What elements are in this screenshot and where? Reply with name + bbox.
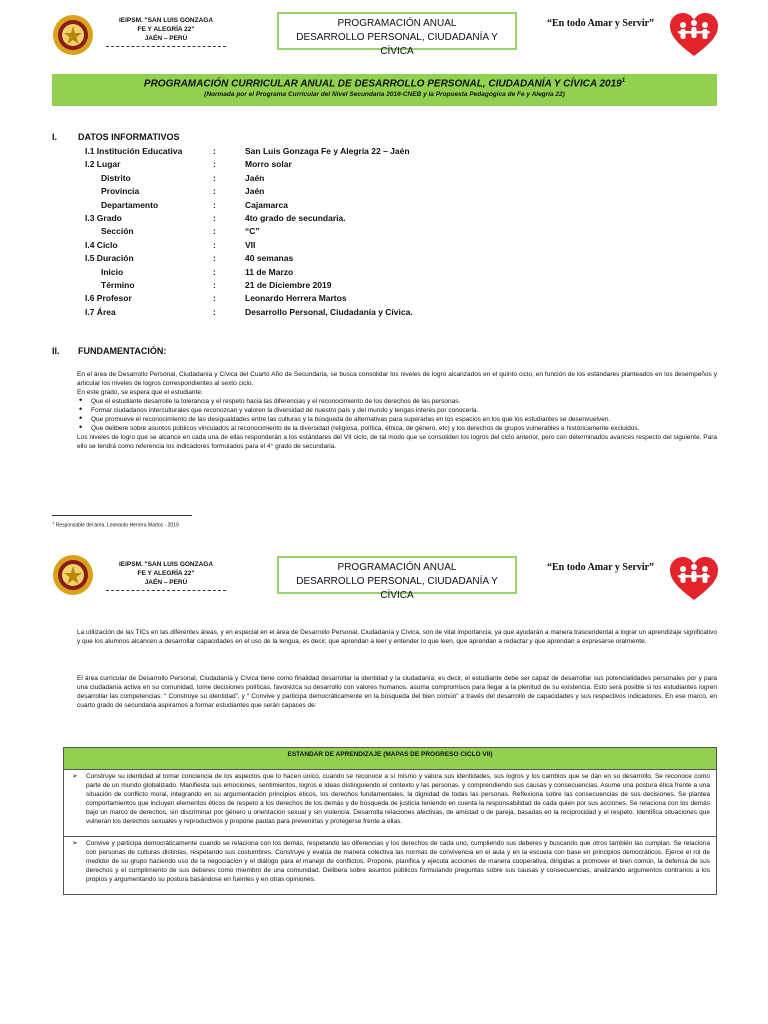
info-colon: :: [213, 199, 216, 210]
list-item: • Que promueve el reconocimiento de las desigualdades entre las culturas y la búsqueda de alternativas para superarlas en los espacios en los que los estudiantes se desenvuelven.: [77, 415, 717, 424]
info-value: 21 de Diciembre 2019: [245, 279, 332, 290]
motto: “En todo Amar y Servir”: [547, 18, 655, 29]
info-value: Morro solar: [245, 159, 292, 170]
institution-line: IEIPSM. "SAN LUIS GONZAGA: [118, 17, 214, 24]
list-item: • Que el estudiante desarrolle la tolerancia y el respeto hacia las diferencias y el reconocimiento de los derechos de las personas.: [77, 397, 717, 406]
info-label: Departamento: [101, 199, 159, 210]
info-label: Provincia: [101, 186, 140, 197]
fundamentacion-body: [77, 370, 717, 451]
paragraph: En el área de Desarrollo Personal, Ciudadanía y Cívica del Cuarto Año de Secundaria, se busca consolidar los niveles de logro alcanzados en el quinto ciclo, en función de los estándares planteados en los desempeños y articular los niveles de logros correspondientes al sexto ciclo.: [77, 371, 717, 387]
motto: “En todo Amar y Servir”: [547, 562, 655, 573]
table-header: ESTANDAR DE APRENDIZAJE (MAPAS DE PROGRESO CICLO VII): [64, 748, 716, 770]
footnote: [52, 520, 179, 529]
info-value: Desarrollo Personal, Ciudadanía y Cívica.: [245, 306, 413, 317]
banner-subtitle: (Normada por el Programa Curricular del Nivel Secundaria 2016-CNEB y la Propuesta Pedagógica de Fe y Alegría 22): [204, 91, 565, 99]
tics-paragraph: La utilización de las TICs en las diferentes áreas, y en especial en el área de Desarrollo Personal, Ciudadanía y Cívica, son de vital importancia, ya que ayudarán a manera trascendental a lograr un aprendizaje significativo y que los alumnos alcancen a desarrollar capacidades en el uso de la lengua, es decir, que aprendan a leer y entender lo que leen, que aprendan a redactar y que aprendan a expresarse oralmente.: [77, 629, 717, 645]
school-seal-icon: [52, 14, 94, 56]
info-value: 11 de Marzo: [245, 266, 294, 277]
info-colon: :: [213, 146, 216, 156]
section-title-datos: [52, 132, 180, 142]
section-heading: DATOS INFORMATIVOS: [78, 132, 180, 142]
info-colon: :: [213, 159, 216, 170]
section-title-fundamentacion: [52, 346, 166, 356]
page-header-2: [0, 550, 768, 610]
program-title-line: PROGRAMACIÓN ANUAL: [337, 18, 457, 29]
list-item: • Formar ciudadanos interculturales que reconozcan y valoren la diversidad de nuestro país y del mundo y tengas interés por conocerla.: [77, 406, 717, 415]
list-item: • Que delibere sobre asuntos públicos vinculados al reconocimiento de la diversidad (religiosa, política, étnica, de género, etc) y los derechos de grupos vulnerables e históricamente excluidos.: [77, 424, 717, 433]
institution-line: FE Y ALEGRÍA 22": [137, 26, 195, 33]
standard-text: Construye su identidad al tomar conciencia de los aspectos que lo hacen único, cuando se reconoce a sí mismo y valora sus identidades, sus logros y los cambios que se dan en su desarrollo. Se reconoce como parte de un mundo globalizado. Manifiesta sus emociones, sentimientos, logros e ideas distinguiendo el contexto y las personas, y comprendiendo sus causas y consecuencias. Asume una postura ética frente a una situación de conflicto moral, integrando en su argumentación principios éticos, los derechos fundamentales, la dignidad de todas las personas. Reflexiona sobre las consecuencias de sus decisiones. Se plantea comportamientos que incluyen elementos éticos de respeto a los derechos de los demás y de búsqueda de justicia teniendo en cuenta la responsabilidad de cada quien por sus acciones. Se relaciona con los demás bajo un marco de derechos, sin discriminar por género u orientación sexual y sin violencia. Desarrolla relaciones afectivas, de amistad o de pareja, basadas en la reciprocidad y el respeto. Identifica situaciones que vulneran los derechos sexuales y reproductivos y propone pautas para prevenirlas y protegerse frente a ellas.: [86, 773, 710, 825]
arrow-bullet-icon: ➢: [72, 773, 78, 780]
program-title-line: PROGRAMACIÓN ANUAL: [337, 562, 457, 573]
program-title-box: [277, 12, 517, 57]
divider: [106, 590, 226, 591]
info-colon: :: [213, 266, 216, 277]
program-subtitle-line: DESARROLLO PERSONAL, CIUDADANÍA Y CÍVICA: [296, 32, 498, 57]
info-colon: :: [213, 186, 216, 197]
info-label: I.3 Grado: [85, 212, 122, 223]
table-row: [64, 836, 716, 894]
area-paragraph: El área curricular de Desarrollo Personal, Ciudadanía y Cívica tiene como finalidad desarrollar la identidad y la ciudadanía; es decir, el estudiante debe ser capaz de desarrollar sus potencialidades personales por y para una ciudadanía activa en su comunidad, tome decisiones políticas, favorezca su desarrollo con valores humanos, asuma compromisos para llegar a la plenitud de su existencia. Esto será posible si los estudiantes logren desarrollar las competencias: “ Construye su identidad”, y “ Convive y participa democráticamente en la búsqueda del bien común” a través del desarrollo de capacidades y sus respectivos indicadores. En ese marco, en cuarto grado de secundaria aspiramos a formar estudiantes que serán capaces de:: [77, 675, 717, 709]
footnote-mark: 1: [52, 520, 55, 525]
info-label: Término: [101, 279, 135, 290]
footnote-divider: [52, 515, 192, 516]
info-label: I.2 Lugar: [85, 159, 121, 170]
page-header-1: [0, 10, 768, 70]
info-value: VII: [245, 239, 256, 250]
info-colon: :: [213, 306, 216, 317]
info-label: Sección: [101, 226, 134, 237]
footnote-text: Responsable del área. Leonardo Herrera Martos - 2019: [54, 522, 179, 529]
info-value: Jaén: [245, 186, 265, 197]
curricular-banner: [52, 74, 717, 106]
institution-name: [106, 560, 226, 591]
info-colon: :: [213, 212, 216, 223]
institution-line: FE Y ALEGRÍA 22": [137, 570, 195, 577]
section-heading: FUNDAMENTACIÓN:: [78, 346, 167, 356]
info-colon: :: [213, 279, 216, 290]
info-colon: :: [213, 253, 216, 264]
info-label: I.4 Ciclo: [85, 239, 118, 250]
footnote-ref: 1: [621, 78, 626, 84]
info-label: Inicio: [101, 266, 124, 277]
heart-logo-icon: [668, 12, 720, 58]
info-value: 40 semanas: [245, 253, 294, 264]
paragraph: Los niveles de logro que se alcance en cada una de ellas responderán a los estándares del VII ciclo, de tal modo que se consoliden los logros del ciclo anterior, pero con determinados avances respecto del siguiente. Para ello se tendrá como referencia los indicadores formulados para el 4° grado de secundaria.: [77, 434, 717, 450]
info-colon: :: [213, 226, 216, 237]
info-value: San Luis Gonzaga Fe y Alegría 22 – Jaén: [245, 146, 410, 156]
table-row: [64, 770, 716, 836]
bullet-list: [77, 397, 717, 433]
arrow-bullet-icon: ➢: [72, 840, 78, 847]
info-value: “C”: [245, 226, 260, 237]
institution-name: [106, 16, 226, 47]
info-label: I.7 Área: [85, 306, 116, 317]
standard-text: Convive y participa democráticamente cuando se relaciona con los demás, respetando las diferencias y los derechos de cada uno, cumpliendo sus deberes y buscando que otros también las cumplan. Se relaciona con personas de culturas distintas, respetando sus costumbres. Construye y evalúa de manera colectiva las normas de convivencia en el aula y en la escuela con base en principios democráticos. Ejerce el rol de medidor de su grupo haciendo uso de la negociación y el diálogo para el manejo de conflictos. Propone, planifica y ejecuta acciones de manera cooperativa, dirigidas a promover el bien común, la defensa de sus derechos y el cumplimiento de sus deberes como miembro de una comunidad. Delibera sobre asuntos públicos formulando preguntas sobre sus causas y consecuencias, analizando argumentos contrarios a los propios y argumentando su postura basándose en fuentes y en otras opiniones.: [86, 840, 710, 883]
info-colon: :: [213, 239, 216, 250]
section-number: II.: [52, 346, 60, 356]
heart-logo-icon: [668, 556, 720, 602]
info-label: I.5 Duración: [85, 253, 134, 264]
school-seal-icon: [52, 554, 94, 596]
banner-title: [52, 74, 717, 89]
info-label: I.1 Institución Educativa: [85, 146, 183, 156]
paragraph: En este grado, se espera que el estudiante:: [77, 389, 203, 396]
institution-line: JAÉN – PERÚ: [144, 579, 188, 586]
info-value: Cajamarca: [245, 199, 289, 210]
learning-standards-table: [63, 747, 717, 895]
program-title-box: [277, 556, 517, 601]
banner-title-text: PROGRAMACIÓN CURRICULAR ANUAL DE DESARROLLO PERSONAL, CIUDADANÍA Y CÍVICA 2019: [143, 78, 622, 90]
info-label: I.6 Profesor: [85, 293, 132, 304]
info-value: 4to grado de secundaria.: [245, 212, 346, 223]
info-value: Jaén: [245, 172, 265, 183]
section-number: I.: [52, 132, 58, 142]
program-subtitle-line: DESARROLLO PERSONAL, CIUDADANÍA Y CÍVICA: [296, 576, 498, 601]
info-colon: :: [213, 293, 216, 304]
info-colon: :: [213, 172, 216, 183]
info-label: Distrito: [101, 172, 131, 183]
institution-line: IEIPSM. "SAN LUIS GONZAGA: [118, 561, 214, 568]
info-value: Leonardo Herrera Martos: [245, 293, 347, 304]
institution-line: JAÉN – PERÚ: [144, 35, 188, 42]
divider: [106, 46, 226, 47]
